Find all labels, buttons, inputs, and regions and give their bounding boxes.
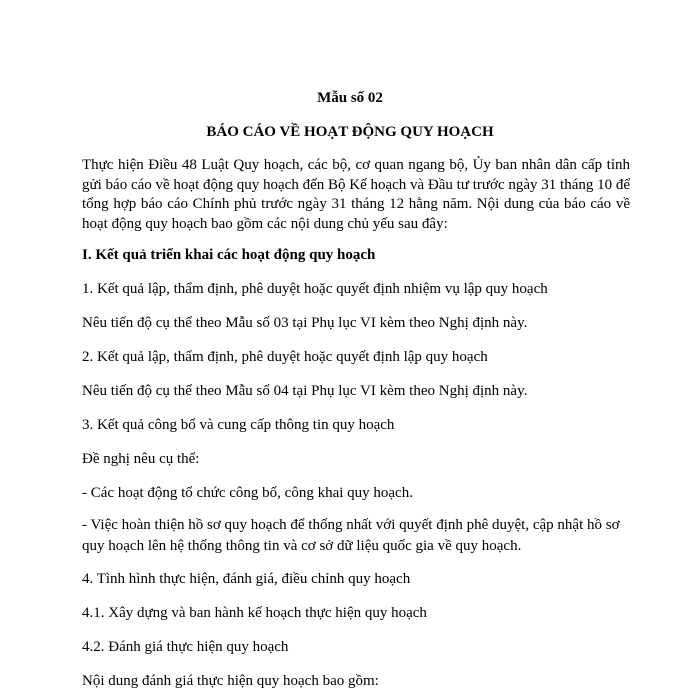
section-heading: I. Kết quả triển khai các hoạt động quy hoạch [82, 247, 376, 263]
intro-paragraph: Thực hiện Điều 48 Luật Quy hoạch, các bộ, cơ quan ngang bộ, Ủy ban nhân dân cấp tỉnh gửi báo cáo về hoạt động quy hoạch đến Bộ Kế hoạch và Đầu tư trước ngày 31 tháng 10 để tổng hợp báo cáo Chính phủ trước ngày 31 tháng 12 hằng năm. Nội dung của báo cáo về hoạt động quy hoạch bao gồm các nội dung chủ yếu sau đây: [82, 157, 631, 232]
item-3-note: Đề nghị nêu cụ thể: [82, 451, 200, 467]
item-3: 3. Kết quả công bố và cung cấp thông tin quy hoạch [82, 417, 395, 433]
item-4-2-note: Nội dung đánh giá thực hiện quy hoạch bao gồm: [82, 673, 379, 689]
item-4-2: 4.2. Đánh giá thực hiện quy hoạch [82, 639, 289, 655]
document-title: BÁO CÁO VỀ HOẠT ĐỘNG QUY HOẠCH [206, 124, 494, 140]
item-4: 4. Tình hình thực hiện, đánh giá, điều chỉnh quy hoạch [82, 571, 411, 587]
item-3-bullet-2: - Việc hoàn thiện hồ sơ quy hoạch để thống nhất với quyết định phê duyệt, cập nhật hồ sơ quy hoạch lên hệ thống thông tin và cơ sở dữ liệu quốc gia về quy hoạch. [82, 517, 620, 554]
item-3-bullet-1: - Các hoạt động tổ chức công bố, công khai quy hoạch. [82, 485, 413, 501]
item-1: 1. Kết quả lập, thẩm định, phê duyệt hoặc quyết định nhiệm vụ lập quy hoạch [82, 281, 548, 297]
form-number: Mẫu số 02 [317, 90, 383, 106]
item-2: 2. Kết quả lập, thẩm định, phê duyệt hoặc quyết định lập quy hoạch [82, 349, 488, 365]
item-2-note: Nêu tiến độ cụ thể theo Mẫu số 04 tại Phụ lục VI kèm theo Nghị định này. [82, 383, 528, 399]
item-4-1: 4.1. Xây dựng và ban hành kế hoạch thực hiện quy hoạch [82, 605, 427, 621]
item-1-note: Nêu tiến độ cụ thể theo Mẫu số 03 tại Phụ lục VI kèm theo Nghị định này. [82, 315, 528, 331]
